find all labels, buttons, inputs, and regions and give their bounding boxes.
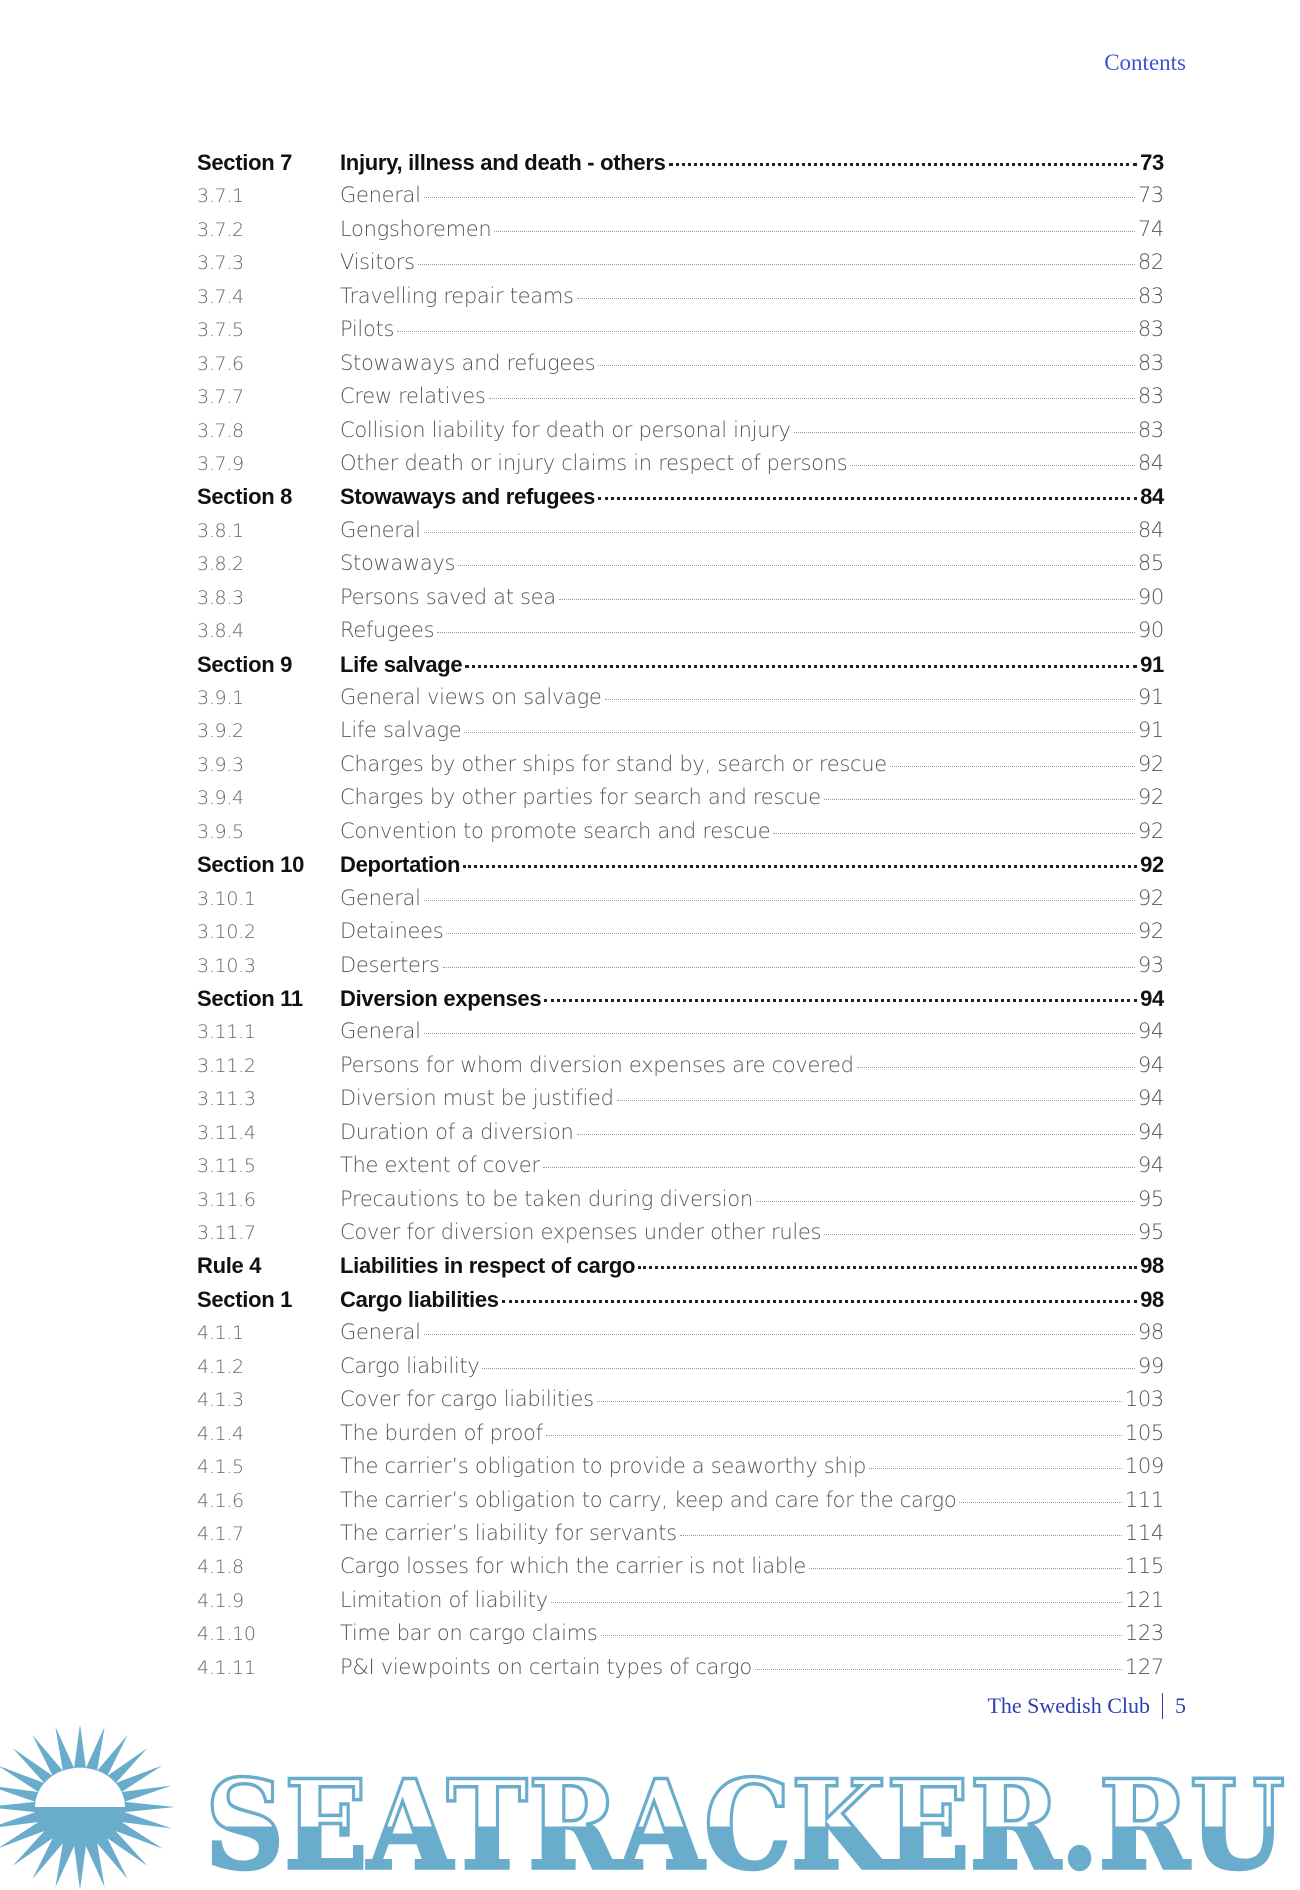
entry-number: 4.1.5 <box>197 1456 244 1479</box>
dot-leader <box>551 1602 1122 1603</box>
entry-title: Diversion expenses <box>340 985 542 1011</box>
footer-divider <box>1162 1693 1163 1719</box>
toc-entry-row[interactable] <box>197 418 1164 451</box>
dot-leader <box>794 432 1135 433</box>
entry-number: 4.1.10 <box>197 1623 256 1646</box>
entry-title: Convention to promote search and rescue <box>340 818 771 843</box>
entry-page: 94 <box>1137 1052 1164 1077</box>
entry-title: Stowaways and refugees <box>340 484 596 510</box>
dot-leader <box>850 465 1134 466</box>
entry-number: 4.1.8 <box>197 1556 244 1579</box>
entry-title: The burden of proof <box>340 1420 543 1445</box>
entry-title: Precautions to be taken during diversion <box>340 1186 753 1211</box>
toc-entry-row[interactable] <box>197 953 1164 986</box>
entry-page: 95 <box>1137 1220 1164 1244</box>
dot-leader <box>482 1368 1134 1369</box>
publisher-name: The Swedish Club <box>987 1693 1150 1718</box>
entry-number: 3.11.1 <box>197 1021 256 1044</box>
entry-page: 92 <box>1137 885 1164 910</box>
toc-entry-row[interactable] <box>197 384 1164 417</box>
dot-leader <box>601 1635 1122 1636</box>
entry-page: 127 <box>1124 1654 1164 1679</box>
watermark-text: SEATRACKER.RU <box>205 1754 1285 1890</box>
entry-page: 94 <box>1137 1086 1164 1111</box>
toc-entry-row[interactable] <box>197 518 1164 551</box>
toc-entry-row[interactable] <box>197 1621 1164 1654</box>
toc-entry-row[interactable] <box>197 317 1164 350</box>
dot-leader <box>680 1535 1122 1536</box>
entry-title: Refugees <box>340 618 435 643</box>
dot-leader <box>446 933 1134 934</box>
entry-page: 99 <box>1137 1353 1164 1378</box>
toc-entry-row[interactable] <box>197 183 1164 216</box>
entry-title: The carrier’s obligation to provide a seaworthy ship <box>340 1454 867 1479</box>
entry-number: 4.1.9 <box>197 1589 244 1612</box>
entry-title: Time bar on cargo claims <box>340 1621 598 1646</box>
entry-number: 3.9.4 <box>197 787 244 810</box>
entry-page: 83 <box>1137 384 1164 409</box>
dot-leader <box>543 1167 1135 1168</box>
entry-page: 115 <box>1124 1554 1164 1579</box>
entry-page: 92 <box>1137 751 1164 776</box>
entry-page: 121 <box>1124 1587 1164 1612</box>
dot-leader <box>598 365 1135 366</box>
toc-entry-row[interactable] <box>197 1086 1164 1119</box>
toc-entry-row[interactable] <box>197 919 1164 952</box>
entry-title: Life salvage <box>340 718 462 743</box>
dot-leader <box>617 1100 1135 1101</box>
entry-page: 73 <box>1140 150 1164 175</box>
entry-title: Collision liability for death or personal injury <box>340 417 791 442</box>
entry-number: Section 1 <box>197 1286 293 1312</box>
entry-title: Visitors <box>340 250 415 275</box>
entry-title: Deportation <box>340 852 461 878</box>
toc-entry-row[interactable] <box>197 752 1164 785</box>
toc-entry-row[interactable] <box>197 250 1164 283</box>
entry-page: 90 <box>1137 584 1164 609</box>
entry-title: Charges by other ships for stand by, search or rescue <box>340 751 887 776</box>
entry-title: General <box>340 885 421 910</box>
entry-title: Stowaways and refugees <box>340 350 596 375</box>
entry-page: 83 <box>1137 317 1164 342</box>
entry-number: 3.7.7 <box>197 386 244 409</box>
entry-title: The extent of cover <box>340 1153 540 1178</box>
dot-leader <box>465 665 1137 668</box>
entry-page: 94 <box>1137 1119 1164 1144</box>
toc-entry-row[interactable] <box>197 819 1164 852</box>
entry-number: 3.8.3 <box>197 586 244 609</box>
toc-entry-row[interactable] <box>197 551 1164 584</box>
dot-leader <box>577 1134 1135 1135</box>
entry-number: 3.9.1 <box>197 687 244 709</box>
entry-page: 84 <box>1137 517 1164 542</box>
entry-page: 82 <box>1137 250 1164 275</box>
entry-title: Other death or injury claims in respect of persons <box>340 450 848 475</box>
dot-leader <box>605 699 1135 700</box>
entry-number: 4.1.3 <box>197 1389 244 1412</box>
dot-leader <box>959 1502 1121 1503</box>
dot-leader <box>824 799 1135 800</box>
entry-title: Crew relatives <box>340 384 486 409</box>
toc-heading-row[interactable] <box>197 1287 1164 1320</box>
entry-number: 3.11.5 <box>197 1155 256 1178</box>
entry-title: General views on salvage <box>340 685 602 709</box>
dot-leader <box>809 1568 1122 1569</box>
entry-number: 3.11.4 <box>197 1121 256 1144</box>
entry-number: 3.9.2 <box>197 720 244 743</box>
toc-entry-row[interactable] <box>197 785 1164 818</box>
entry-number: Rule 4 <box>197 1253 262 1279</box>
toc-entry-row[interactable] <box>197 1421 1164 1454</box>
entry-number: Section 8 <box>197 484 293 510</box>
entry-page: 74 <box>1137 216 1164 241</box>
toc-entry-row[interactable] <box>197 886 1164 919</box>
dot-leader <box>756 1201 1135 1202</box>
entry-title: Travelling repair teams <box>340 283 574 308</box>
dot-leader <box>424 900 1135 901</box>
toc-entry-row[interactable] <box>197 1454 1164 1487</box>
entry-number: 3.7.4 <box>197 285 244 308</box>
entry-number: 3.10.1 <box>197 887 256 910</box>
toc-entry-row[interactable] <box>197 1220 1164 1253</box>
entry-page: 114 <box>1124 1520 1164 1545</box>
entry-page: 83 <box>1137 350 1164 375</box>
dot-leader <box>773 833 1135 834</box>
dot-leader <box>824 1234 1135 1235</box>
dot-leader <box>890 766 1135 767</box>
entry-title: Cargo liabilities <box>340 1286 499 1312</box>
entry-page: 94 <box>1137 1019 1164 1044</box>
entry-number: 3.9.5 <box>197 820 244 843</box>
entry-page: 103 <box>1124 1387 1164 1412</box>
toc-entry-row[interactable] <box>197 1387 1164 1420</box>
entry-title: Liabilities in respect of cargo <box>340 1253 636 1279</box>
entry-title: General <box>340 517 421 542</box>
entry-page: 84 <box>1140 484 1164 510</box>
dot-leader <box>546 1435 1122 1436</box>
entry-page: 90 <box>1137 618 1164 643</box>
toc-entry-row[interactable] <box>197 1320 1164 1353</box>
entry-title: General <box>340 183 421 208</box>
entry-number: 3.8.4 <box>197 620 244 643</box>
entry-page: 111 <box>1124 1487 1164 1512</box>
entry-title: Life salvage <box>340 651 463 677</box>
entry-page: 109 <box>1124 1454 1164 1479</box>
entry-page: 83 <box>1137 283 1164 308</box>
toc-entry-row[interactable] <box>197 1019 1164 1052</box>
watermark-logo <box>0 1724 1300 1890</box>
entry-page: 94 <box>1140 985 1164 1011</box>
entry-page: 98 <box>1140 1253 1164 1279</box>
dot-leader <box>544 999 1137 1002</box>
entry-number: 3.7.2 <box>197 218 244 241</box>
entry-number: Section 10 <box>197 852 305 878</box>
sun-icon <box>0 1724 175 1890</box>
dot-leader <box>755 1669 1122 1670</box>
entry-title: The carrier’s obligation to carry, keep and care for the cargo <box>340 1487 957 1512</box>
entry-title: General <box>340 1019 421 1044</box>
entry-number: Section 11 <box>197 985 303 1011</box>
page-number: 5 <box>1175 1693 1186 1718</box>
entry-number: 4.1.4 <box>197 1422 244 1445</box>
dot-leader <box>424 1334 1135 1335</box>
toc-entry-row[interactable] <box>197 451 1164 484</box>
entry-number: 3.10.2 <box>197 921 256 944</box>
entry-page: 92 <box>1137 919 1164 944</box>
entry-number: 4.1.2 <box>197 1355 244 1378</box>
toc-entry-row[interactable] <box>197 1554 1164 1587</box>
dot-leader <box>424 1033 1135 1034</box>
entry-title: Cover for diversion expenses under other rules <box>340 1220 822 1244</box>
entry-title: Persons saved at sea <box>340 584 556 609</box>
toc-entry-row[interactable] <box>197 1187 1164 1220</box>
entry-page: 98 <box>1140 1286 1164 1312</box>
entry-title: Diversion must be justified <box>340 1086 614 1111</box>
toc-entry-row[interactable] <box>197 1153 1164 1186</box>
toc-heading-row[interactable] <box>197 1253 1164 1286</box>
toc-entry-row[interactable] <box>197 685 1164 718</box>
toc-entry-row[interactable] <box>197 718 1164 751</box>
entry-page: 84 <box>1137 450 1164 475</box>
toc-heading-row[interactable] <box>197 484 1164 517</box>
entry-number: 3.8.1 <box>197 519 244 542</box>
entry-title: General <box>340 1320 421 1345</box>
toc-heading-row[interactable] <box>197 150 1164 183</box>
toc-entry-row[interactable] <box>197 1488 1164 1521</box>
toc-entry-row[interactable] <box>197 351 1164 384</box>
dot-leader <box>598 497 1137 500</box>
entry-title: The carrier’s liability for servants <box>340 1520 677 1545</box>
toc-entry-row[interactable] <box>197 1120 1164 1153</box>
entry-title: Cargo liability <box>340 1353 480 1378</box>
toc-entry-row[interactable] <box>197 585 1164 618</box>
dot-leader <box>418 264 1135 265</box>
dot-leader <box>424 532 1135 533</box>
entry-page: 73 <box>1137 183 1164 208</box>
entry-number: 4.1.11 <box>197 1656 256 1679</box>
dot-leader <box>463 865 1137 868</box>
entry-page: 105 <box>1124 1420 1164 1445</box>
table-of-contents <box>197 150 1164 1688</box>
entry-number: 3.7.6 <box>197 352 244 375</box>
dot-leader <box>489 398 1135 399</box>
dot-leader <box>464 732 1134 733</box>
entry-number: 3.11.2 <box>197 1054 256 1077</box>
entry-title: Longshoremen <box>340 216 492 241</box>
dot-leader <box>669 163 1138 166</box>
dot-leader <box>869 1468 1122 1469</box>
dot-leader <box>458 565 1135 566</box>
entry-number: 4.1.6 <box>197 1489 244 1512</box>
entry-page: 94 <box>1137 1153 1164 1178</box>
entry-number: 3.8.2 <box>197 553 244 576</box>
section-header: Contents <box>1104 50 1186 75</box>
entry-page: 85 <box>1137 551 1164 576</box>
toc-entry-row[interactable] <box>197 618 1164 651</box>
entry-page: 95 <box>1137 1186 1164 1211</box>
dot-leader <box>437 632 1135 633</box>
entry-title: Duration of a diversion <box>340 1119 574 1144</box>
entry-number: 4.1.1 <box>197 1322 244 1345</box>
dot-leader <box>577 298 1135 299</box>
entry-number: 3.7.9 <box>197 452 244 475</box>
entry-number: 3.7.3 <box>197 252 244 275</box>
entry-number: Section 7 <box>197 150 293 175</box>
entry-title: Persons for whom diversion expenses are covered <box>340 1052 854 1077</box>
dot-leader <box>857 1067 1135 1068</box>
dot-leader <box>424 197 1135 198</box>
entry-title: Deserters <box>340 952 440 977</box>
entry-number: 3.7.1 <box>197 185 244 208</box>
toc-entry-row[interactable] <box>197 284 1164 317</box>
toc-entry-row[interactable] <box>197 217 1164 250</box>
entry-page: 91 <box>1140 651 1164 677</box>
entry-page: 93 <box>1137 952 1164 977</box>
toc-heading-row[interactable] <box>197 852 1164 885</box>
entry-number: 3.11.6 <box>197 1188 256 1211</box>
entry-title: P&I viewpoints on certain types of cargo <box>340 1654 752 1679</box>
entry-title: Cover for cargo liabilities <box>340 1387 594 1412</box>
entry-number: Section 9 <box>197 651 293 677</box>
entry-number: 3.11.7 <box>197 1222 256 1244</box>
dot-leader <box>597 1401 1122 1402</box>
entry-page: 92 <box>1137 818 1164 843</box>
entry-page: 92 <box>1137 785 1164 810</box>
entry-title: Cargo losses for which the carrier is not liable <box>340 1554 807 1579</box>
entry-number: 3.7.8 <box>197 419 244 442</box>
dot-leader <box>502 1300 1137 1303</box>
entry-number: 3.9.3 <box>197 753 244 776</box>
entry-title: Injury, illness and death - others <box>340 150 666 175</box>
entry-number: 3.7.5 <box>197 319 244 342</box>
entry-title: Charges by other parties for search and rescue <box>340 785 821 810</box>
dot-leader <box>494 231 1135 232</box>
entry-number: 3.11.3 <box>197 1088 256 1111</box>
toc-entry-row[interactable] <box>197 1655 1164 1688</box>
toc-heading-row[interactable] <box>197 986 1164 1019</box>
toc-heading-row[interactable] <box>197 652 1164 685</box>
entry-number: 3.10.3 <box>197 954 256 977</box>
entry-page: 98 <box>1137 1320 1164 1345</box>
toc-entry-row[interactable] <box>197 1588 1164 1621</box>
page-footer <box>987 1692 1186 1720</box>
entry-page: 92 <box>1140 852 1164 878</box>
dot-leader <box>559 599 1135 600</box>
dot-leader <box>638 1266 1137 1269</box>
entry-title: Limitation of liability <box>340 1587 548 1612</box>
entry-page: 83 <box>1137 417 1164 442</box>
entry-page: 91 <box>1137 718 1164 743</box>
entry-title: Stowaways <box>340 551 456 576</box>
entry-title: Pilots <box>340 317 395 342</box>
entry-page: 91 <box>1137 685 1164 709</box>
entry-title: Detainees <box>340 919 444 944</box>
entry-page: 123 <box>1124 1621 1164 1646</box>
toc-entry-row[interactable] <box>197 1354 1164 1387</box>
dot-leader <box>443 967 1135 968</box>
toc-entry-row[interactable] <box>197 1053 1164 1086</box>
dot-leader <box>397 331 1135 332</box>
entry-number: 4.1.7 <box>197 1522 244 1545</box>
toc-entry-row[interactable] <box>197 1521 1164 1554</box>
